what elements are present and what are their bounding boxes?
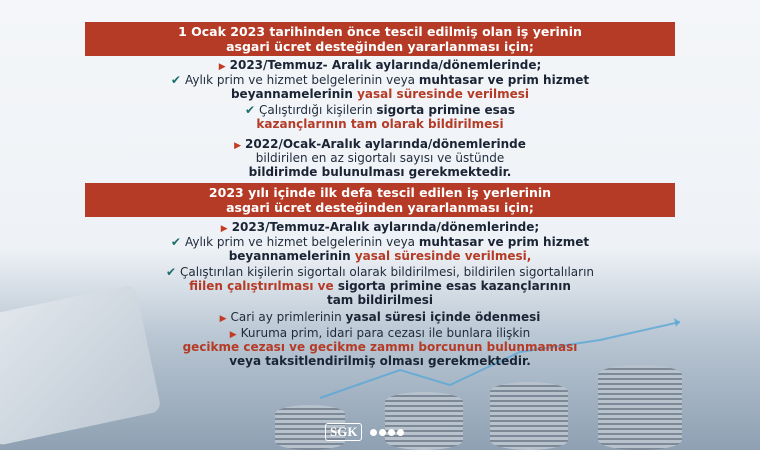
header-line: 1 Ocak 2023 tarihinden önce tescil edilmiş olan iş yerinin	[178, 24, 582, 39]
item-text: bildirilen en az sigortalı sayısı ve üstünde	[255, 151, 505, 165]
section2-item4-line3	[0, 354, 760, 368]
item-bold: beyannamelerinin	[230, 87, 358, 101]
section1-item2-line2	[0, 117, 760, 131]
section2-item2-line2	[0, 279, 760, 293]
item-bold: beyannamelerinin	[228, 249, 355, 263]
social-icons	[370, 429, 404, 436]
header-line: asgari ücret desteğinden yararlanması için;	[226, 39, 534, 54]
section2-item4-line2	[0, 340, 760, 354]
section2-period	[0, 220, 760, 236]
check-icon: ✔	[170, 73, 181, 87]
section2-item2-line1	[0, 265, 760, 279]
section1-item3-line1	[0, 151, 760, 165]
triangle-bullet-icon: ▶	[218, 62, 226, 72]
footer-logo	[325, 423, 404, 441]
header-line: 2023 yılı içinde ilk defa tescil edilen iş yerlerinin	[208, 185, 552, 200]
item-red: yasal süresinde verilmesi	[357, 87, 530, 101]
header-line: asgari ücret desteğinden yararlanması için;	[226, 200, 534, 215]
triangle-bullet-icon: ▶	[219, 314, 227, 324]
section1-item3-line2	[0, 165, 760, 179]
period-text: 2022/Ocak-Aralık aylarında/dönemlerinde	[245, 137, 526, 151]
twitter-icon	[379, 429, 386, 436]
section2-item1-line2	[0, 249, 760, 263]
triangle-bullet-icon: ▶	[234, 141, 242, 151]
item-text: Çalıştırdığı kişilerin	[259, 103, 377, 117]
section2-item1-line1	[0, 235, 760, 249]
section2-header	[85, 183, 675, 217]
item-bold: tam bildirilmesi	[326, 293, 434, 307]
item-bold: bildirimde bulunulması gerekmektedir.	[248, 165, 512, 179]
item-text: Cari ay primlerinin	[230, 310, 346, 324]
section1-item1-line2	[0, 87, 760, 101]
item-text: Kuruma prim, idari para cezası ile bunlara ilişkin	[240, 326, 531, 340]
section1-header	[85, 22, 675, 56]
facebook-icon	[370, 429, 377, 436]
item-text: Çalıştırılan kişilerin sigortalı olarak bildirilmesi, bildirilen sigortalıların	[180, 265, 595, 279]
item-bold: sigorta primine esas kazançlarının	[337, 279, 571, 293]
instagram-icon	[388, 429, 395, 436]
check-icon: ✔	[170, 235, 181, 249]
youtube-icon	[397, 429, 404, 436]
item-red: fiilen çalıştırılması ve	[189, 279, 338, 293]
section2-item2-line3	[0, 293, 760, 307]
item-bold: veya taksitlendirilmiş olması gerekmektedir.	[229, 354, 531, 368]
triangle-bullet-icon: ▶	[220, 224, 228, 234]
sgk-logo: SGK	[325, 423, 362, 441]
item-text: Aylık prim ve hizmet belgelerinin veya	[184, 73, 419, 87]
item-text: Aylık prim ve hizmet belgelerinin veya	[184, 235, 419, 249]
check-icon: ✔	[244, 103, 255, 117]
section1-item2-line1	[0, 103, 760, 117]
section1-period	[0, 58, 760, 74]
item-bold: sigorta primine esas	[376, 103, 516, 117]
item-red: gecikme cezası ve gecikme zammı borcunun bulunmaması	[182, 340, 578, 354]
section1-item1-line1	[0, 73, 760, 87]
item-bold: muhtasar ve prim hizmet	[418, 73, 590, 87]
item-bold: yasal süresi içinde ödenmesi	[345, 310, 541, 324]
item-red: yasal süresinde verilmesi,	[354, 249, 532, 263]
triangle-bullet-icon: ▶	[229, 330, 237, 340]
period-text: 2023/Temmuz-Aralık aylarında/dönemlerinde;	[231, 220, 540, 234]
item-bold: muhtasar ve prim hizmet	[418, 235, 590, 249]
section2-item3	[0, 310, 760, 326]
item-red: kazançlarının tam olarak bildirilmesi	[256, 117, 504, 131]
check-icon: ✔	[165, 265, 177, 279]
period-text: 2023/Temmuz- Aralık aylarında/dönemlerinde;	[229, 58, 542, 72]
